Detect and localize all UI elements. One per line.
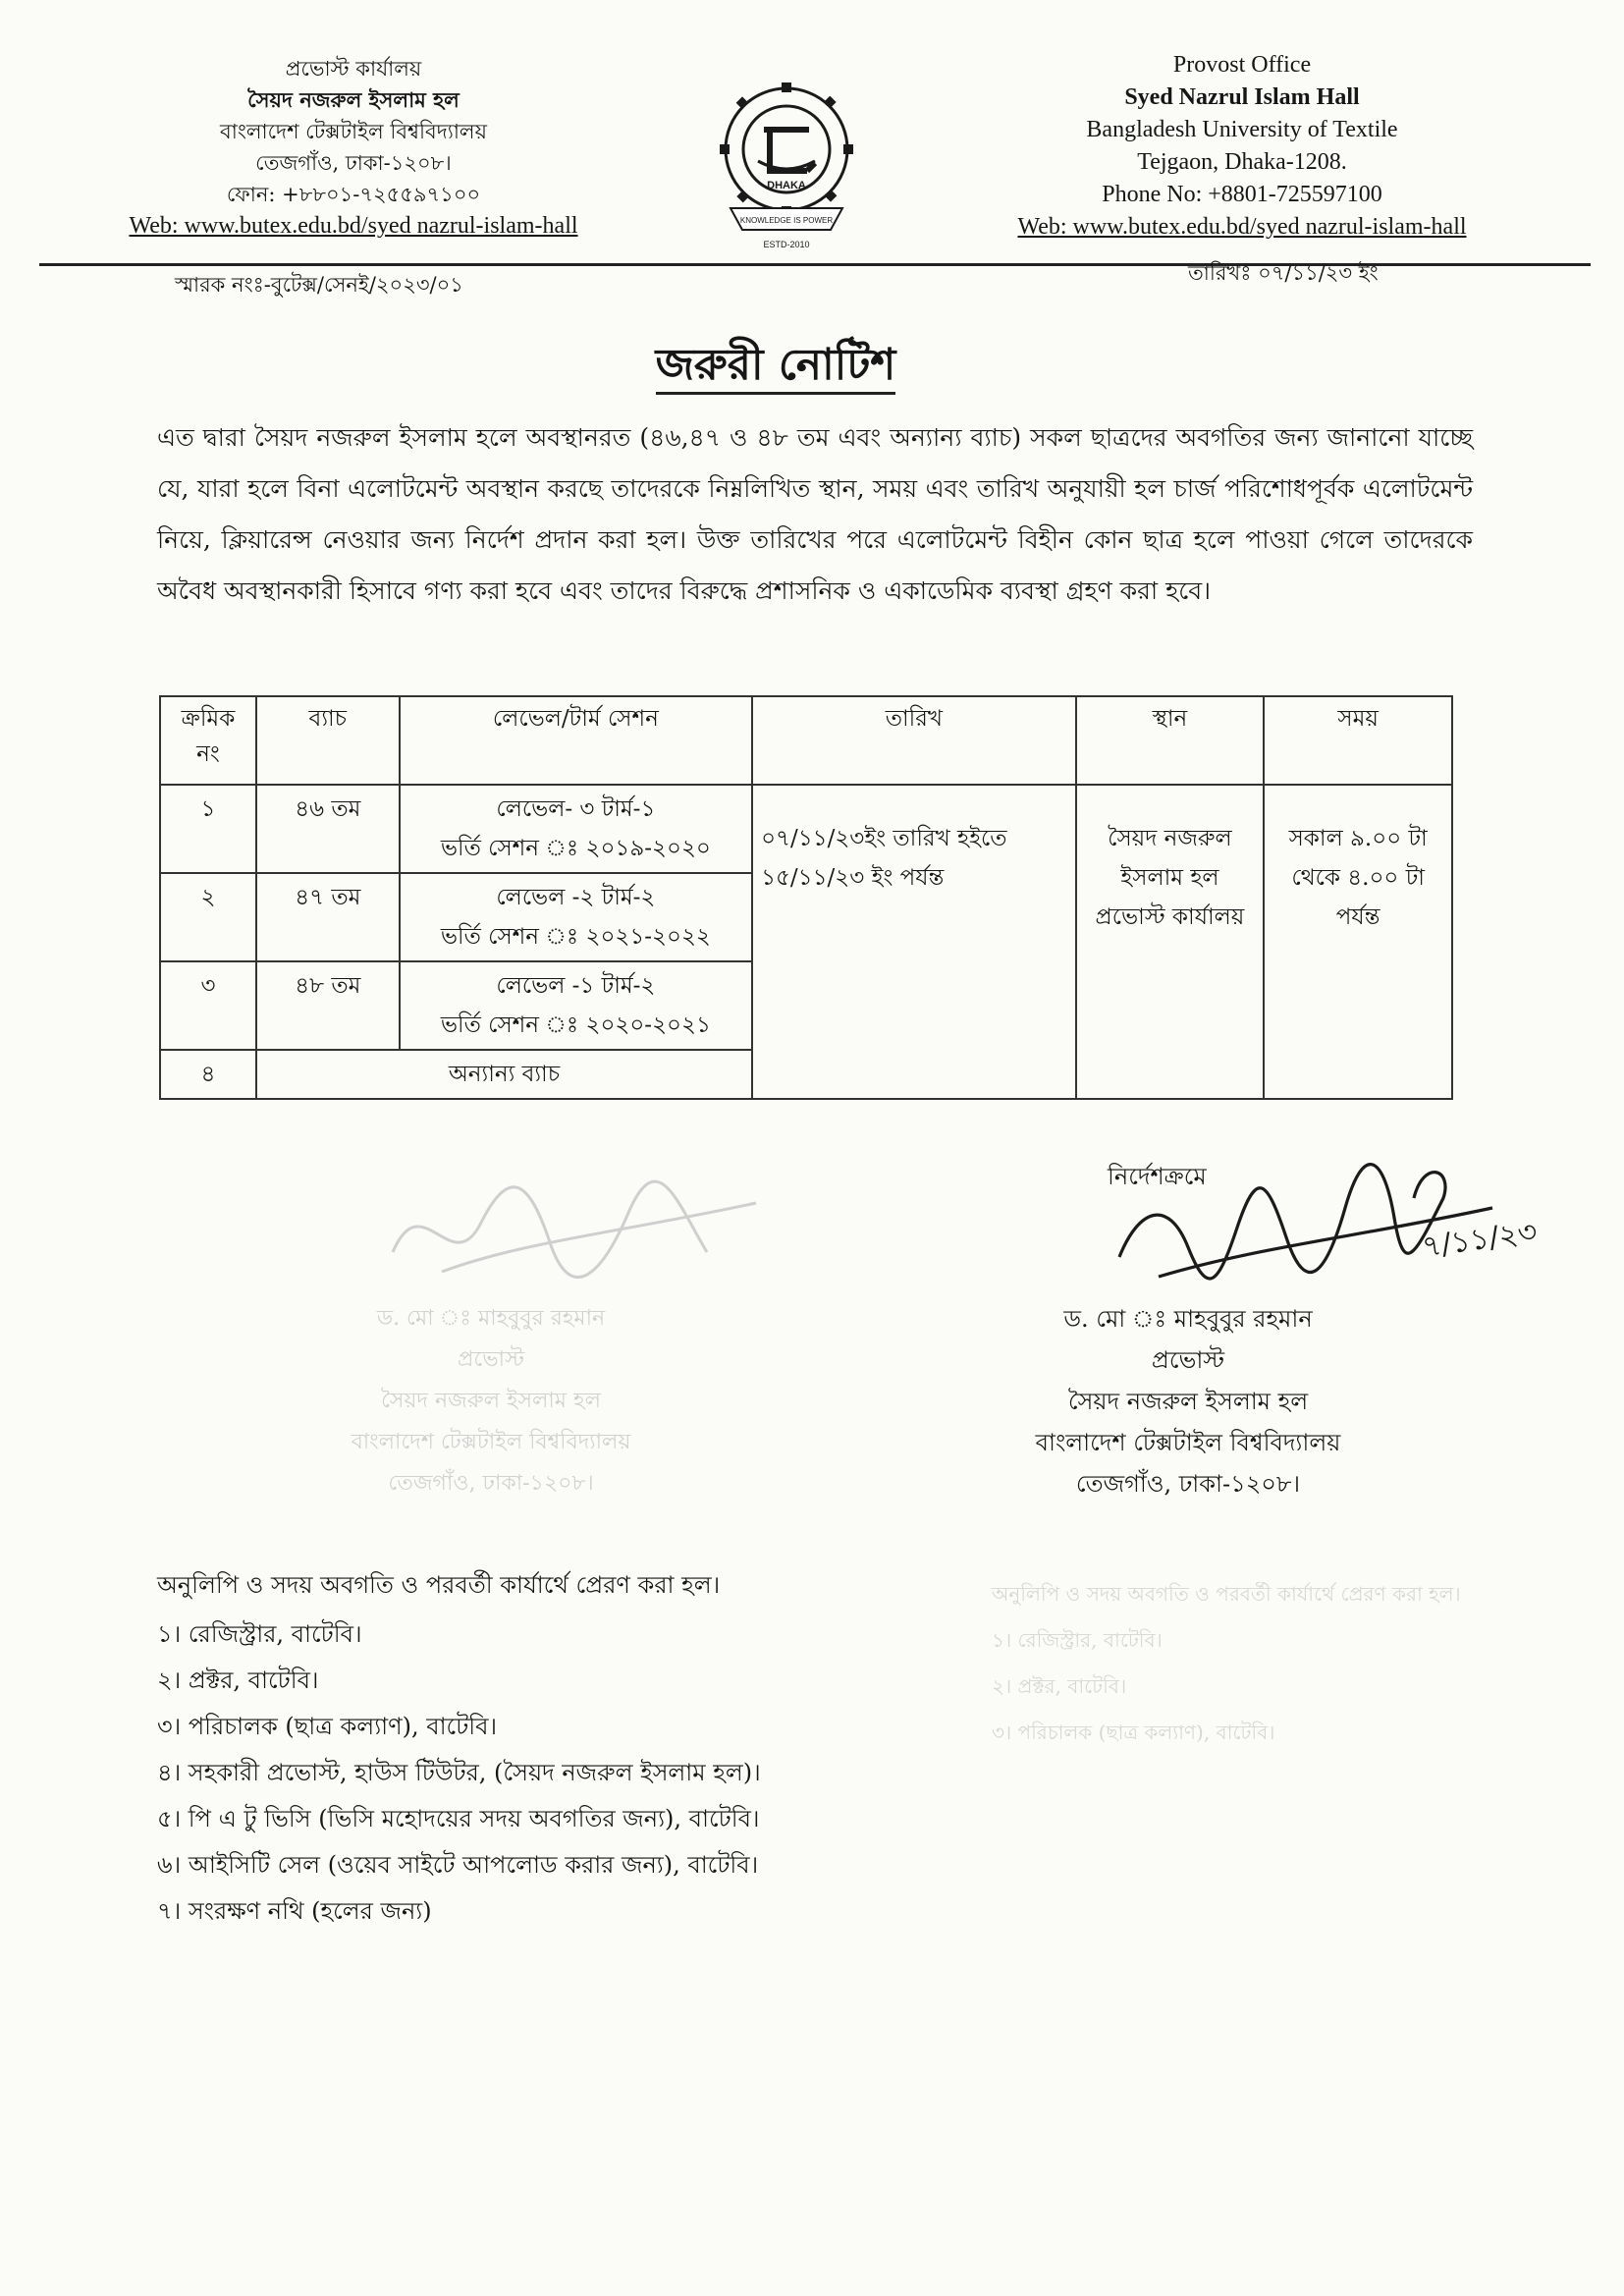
header-place: স্থান bbox=[1076, 696, 1265, 785]
cell-batch: ৪৮ তম bbox=[256, 961, 400, 1050]
admission-session: ভর্তি সেশন ঃ ২০২১-২০২২ bbox=[440, 924, 711, 950]
ghost-sig-university: বাংলাদেশ টেক্সটাইল বিশ্ববিদ্যালয় bbox=[351, 1430, 631, 1454]
table-header-row bbox=[160, 696, 1452, 785]
ghost-list-item: ৩। পরিচালক (ছাত্র কল্যাণ), বাটেবি। bbox=[992, 1721, 1275, 1744]
copy-intro: অনুলিপি ও সদয় অবগতি ও পরবর্তী কার্যার্থে প্রেরণ করা হল। bbox=[157, 1571, 721, 1599]
notice-date: তারিখঃ ০৭/১১/২৩ ইং bbox=[1188, 261, 1379, 285]
cell-serial: ৩ bbox=[160, 961, 256, 1050]
hall-name-bn: সৈয়দ নজরুল ইসলাম হল bbox=[247, 87, 460, 112]
university-name-en: Bangladesh University of Textile bbox=[1086, 117, 1398, 142]
list-item: ৭। সংরক্ষণ নথি (হলের জন্য) bbox=[157, 1897, 432, 1925]
provost-signature-icon bbox=[1100, 1139, 1540, 1306]
phone-bn: ফোন: +৮৮০১-৭২৫৫৯৭১০০ bbox=[226, 183, 481, 206]
address-en: Tejgaon, Dhaka-1208. bbox=[1137, 149, 1347, 175]
schedule-table bbox=[159, 695, 1453, 1100]
notice-body: এত দ্বারা সৈয়দ নজরুল ইসলাম হলে অবস্থানরত (৪৬,৪৭ ও ৪৮ তম এবং অন্যান্য ব্যাচ) সকল ছাত্রদের অবগতির জন্য জানানো যাচ্ছে যে, যারা হলে বিনা এলোটমেন্ট অবস্থান করছে তাদেরকে নিম্নলিখিত স্থান, সময় এবং তারিখ অনুযায়ী হল চার্জ পরিশোধপূর্বক এলোটমেন্ট নিয়ে, ক্লিয়ারেন্স নেওয়ার জন্য নির্দেশ প্রদান করা হল। উক্ত তারিখের পরে এলোটমেন্ট বিহীন কোন ছাত্র হলে পাওয়া গেলে তাদেরকে অবৈধ অবস্থানকারী হিসাবে গণ্য করা হবে এবং তাদের বিরুদ্ধে প্রশাসনিক ও একাডেমিক ব্যবস্থা গ্রহণ করা হবে। bbox=[157, 423, 1473, 605]
table-row bbox=[160, 785, 1452, 873]
logo-motto-text: KNOWLEDGE IS POWER bbox=[739, 216, 834, 225]
ghost-signature-icon bbox=[383, 1164, 776, 1301]
ghost-sig-address: তেজগাঁও, ঢাকা-১২০৮। bbox=[388, 1471, 594, 1496]
list-item: ৫। পি এ টু ভিসি (ভিসি মহোদয়ের সদয় অবগতির জন্য), বাটেবি। bbox=[157, 1805, 760, 1832]
web-link-left[interactable]: Web: www.butex.edu.bd/syed nazrul-islam-hall bbox=[129, 213, 578, 239]
phone-en: Phone No: +8801-725597100 bbox=[1102, 182, 1382, 207]
logo-estd-text: ESTD-2010 bbox=[763, 240, 810, 249]
copy-list bbox=[157, 1612, 761, 1935]
ghost-copy-list bbox=[992, 1571, 1461, 1756]
cell-serial: ৪ bbox=[160, 1050, 256, 1099]
list-item: ৪। সহকারী প্রভোস্ট, হাউস টিউটর, (সৈয়দ নজরুল ইসলাম হল)। bbox=[157, 1759, 761, 1786]
level-term: লেভেল -১ টার্ম-২ bbox=[496, 973, 656, 999]
signatory-title: প্রভোস্ট bbox=[1151, 1346, 1225, 1374]
ghost-copy-intro: অনুলিপি ও সদয় অবগতি ও পরবর্তী কার্যার্থে প্রেরণ করা হল। bbox=[992, 1582, 1461, 1606]
signature-date: ৭/১১/২৩ bbox=[1420, 1214, 1540, 1265]
admission-session: ভর্তি সেশন ঃ ২০২০-২০২১ bbox=[440, 1012, 711, 1038]
cell-level bbox=[400, 873, 752, 961]
header-serial: ক্রমিক নং bbox=[160, 696, 256, 785]
university-seal-icon bbox=[713, 61, 860, 257]
letterhead-bangla bbox=[59, 53, 648, 242]
list-item: ৩। পরিচালক (ছাত্র কল্যাণ), বাটেবি। bbox=[157, 1713, 498, 1740]
signatory-hall: সৈয়দ নজরুল ইসলাম হল bbox=[1067, 1388, 1309, 1415]
cell-serial: ২ bbox=[160, 873, 256, 961]
by-order-label: নির্দেশক্রমে bbox=[1108, 1163, 1207, 1190]
header-date: তারিখ bbox=[752, 696, 1075, 785]
office-name-bn: প্রভোস্ট কার্যালয় bbox=[285, 57, 422, 81]
header-level: লেভেল/টার্ম সেশন bbox=[400, 696, 752, 785]
cell-other-batch: অন্যান্য ব্যাচ bbox=[256, 1050, 752, 1099]
list-item: ২। প্রক্টর, বাটেবি। bbox=[157, 1667, 319, 1694]
cell-batch: ৪৭ তম bbox=[256, 873, 400, 961]
cell-batch: ৪৬ তম bbox=[256, 785, 400, 873]
header-batch: ব্যাচ bbox=[256, 696, 400, 785]
list-item: ৬। আইসিটি সেল (ওয়েব সাইটে আপলোড করার জন্য), বাটেবি। bbox=[157, 1851, 759, 1879]
letterhead-english bbox=[943, 49, 1542, 244]
cell-place: সৈয়দ নজরুল ইসলাম হল প্রভোস্ট কার্যালয় bbox=[1076, 785, 1265, 1099]
ghost-list-item: ১। রেজিস্ট্রার, বাটেবি। bbox=[992, 1628, 1163, 1652]
level-term: লেভেল -২ টার্ম-২ bbox=[496, 885, 656, 910]
signatory-university: বাংলাদেশ টেক্সটাইল বিশ্ববিদ্যালয় bbox=[1035, 1429, 1341, 1456]
web-link-right[interactable]: Web: www.butex.edu.bd/syed nazrul-islam-hall bbox=[1017, 214, 1467, 240]
address-bn: তেজগাঁও, ঢাকা-১২০৮। bbox=[255, 151, 452, 175]
cell-level bbox=[400, 961, 752, 1050]
notice-heading bbox=[609, 332, 943, 404]
level-term: লেভেল- ৩ টার্ম-১ bbox=[496, 796, 656, 822]
university-name-bn: বাংলাদেশ টেক্সটাইল বিশ্ববিদ্যালয় bbox=[220, 120, 487, 143]
signatory-address: তেজগাঁও, ঢাকা-১২০৮। bbox=[1075, 1470, 1301, 1498]
signatory-name: ড. মো ঃ মাহবুবুর রহমান bbox=[1063, 1305, 1313, 1333]
office-name-en: Provost Office bbox=[1172, 52, 1312, 78]
cell-level bbox=[400, 785, 752, 873]
ghost-list-item: ২। প্রক্টর, বাটেবি। bbox=[992, 1674, 1127, 1698]
signatory-block bbox=[972, 1298, 1404, 1504]
cell-serial: ১ bbox=[160, 785, 256, 873]
list-item: ১। রেজিস্ট্রার, বাটেবি। bbox=[157, 1620, 362, 1648]
ghost-sig-name: ড. মো ঃ মাহবুবুর রহমান bbox=[376, 1306, 606, 1331]
cell-date-range: ০৭/১১/২৩ইং তারিখ হইতে ১৫/১১/২৩ ইং পর্যন্ত bbox=[752, 785, 1075, 1099]
ghost-sig-title: প্রভোস্ট bbox=[457, 1347, 524, 1372]
admission-session: ভর্তি সেশন ঃ ২০১৯-২০২০ bbox=[440, 836, 711, 861]
logo-city-text: DHAKA bbox=[767, 180, 806, 191]
ghost-signature-text bbox=[275, 1298, 707, 1504]
notice-heading-text: জরুরী নোটিশ bbox=[656, 340, 896, 395]
hall-name-en: Syed Nazrul Islam Hall bbox=[1124, 84, 1360, 110]
header-time: সময় bbox=[1264, 696, 1452, 785]
cell-time: সকাল ৯.০০ টা থেকে ৪.০০ টা পর্যন্ত bbox=[1264, 785, 1452, 1099]
ghost-sig-hall: সৈয়দ নজরুল ইসলাম হল bbox=[381, 1389, 601, 1413]
memo-number: স্মারক নংঃ-বুটেক্স/সেনই/২০২৩/০১ bbox=[175, 273, 463, 297]
